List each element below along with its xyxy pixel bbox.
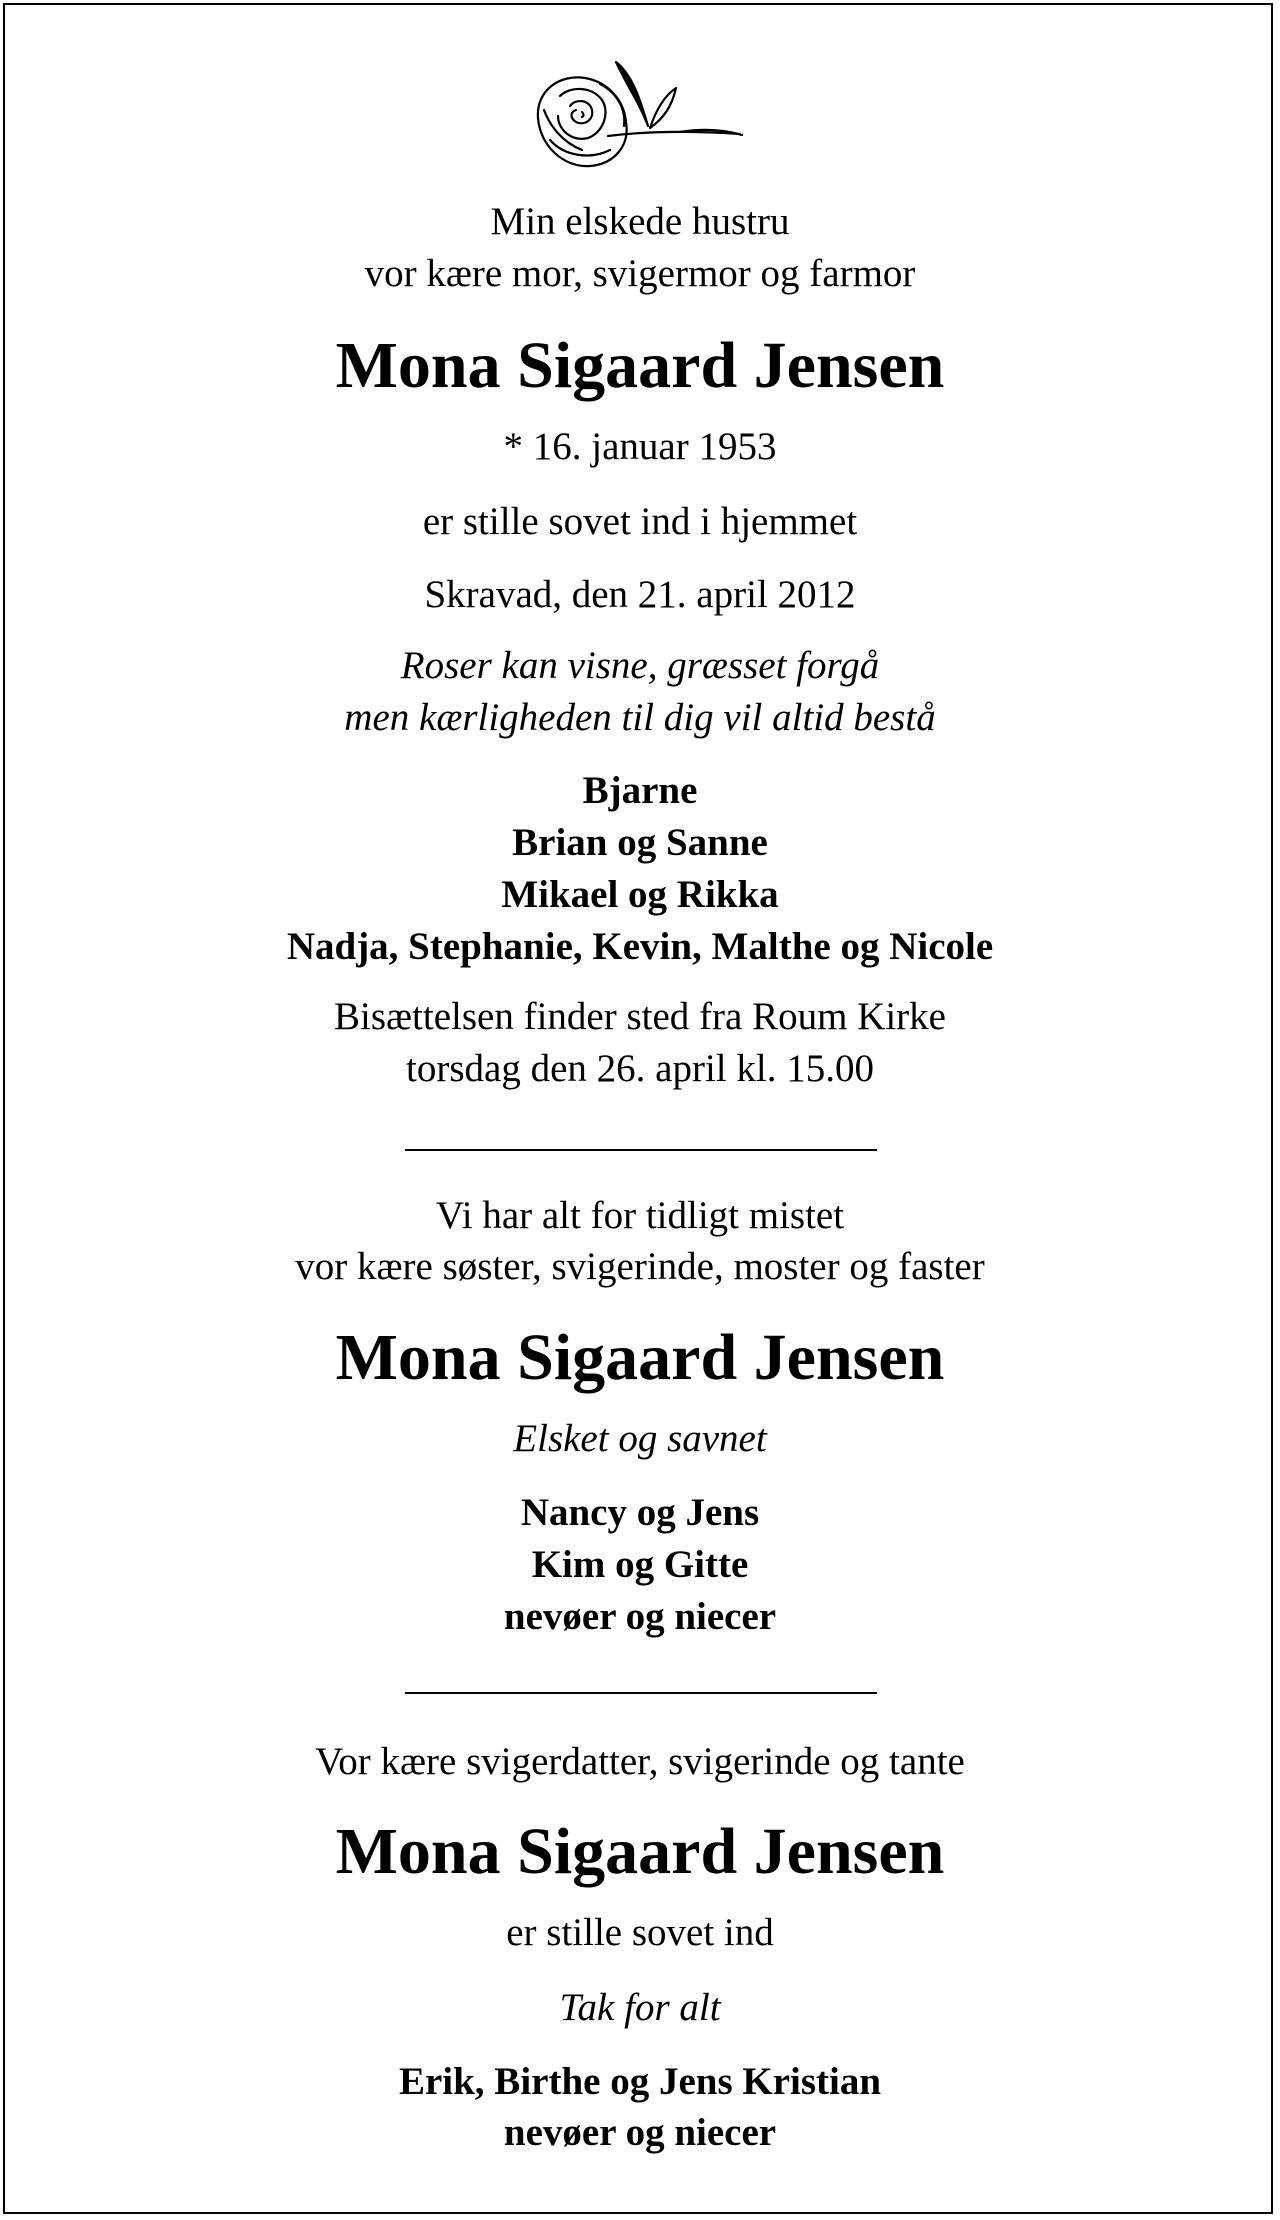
signer: Nadja, Stephanie, Kevin, Malthe og Nicole <box>286 925 994 968</box>
place-and-date: Skravad, den 21. april 2012 <box>424 573 856 616</box>
funeral-line-1: Bisættelsen finder sted fra Roum Kirke <box>334 995 946 1038</box>
verse-line-2: men kærligheden til dig vil altid bestå <box>344 696 936 739</box>
signer: Kim og Gitte <box>531 1543 749 1586</box>
funeral-line-2: torsdag den 26. april kl. 15.00 <box>406 1047 874 1090</box>
status-line: er stille sovet ind <box>506 1911 774 1954</box>
tagline: Elsket og savnet <box>513 1417 767 1460</box>
deceased-name: Mona Sigaard Jensen <box>335 1321 945 1394</box>
signer: Brian og Sanne <box>512 821 768 864</box>
signer: Nancy og Jens <box>520 1491 760 1534</box>
tagline: Tak for alt <box>559 1986 721 2029</box>
signer: Erik, Birthe og Jens Kristian <box>398 2060 882 2103</box>
intro-line-2: vor kære søster, svigerinde, moster og faster <box>295 1245 985 1288</box>
signer: Bjarne <box>582 769 698 812</box>
intro-line-2: vor kære mor, svigermor og farmor <box>364 252 916 295</box>
deceased-name: Mona Sigaard Jensen <box>335 329 945 402</box>
signer: Mikael og Rikka <box>501 873 779 916</box>
intro-line: Vor kære svigerdatter, svigerinde og tante <box>315 1740 965 1783</box>
section-divider <box>405 1692 877 1694</box>
rose-icon <box>530 56 750 186</box>
birth-date: * 16. januar 1953 <box>503 425 777 468</box>
death-notice: er stille sovet ind i hjemmet <box>422 500 858 543</box>
signer: nevøer og niecer <box>503 1595 777 1638</box>
signer: nevøer og niecer <box>503 2111 777 2154</box>
deceased-name: Mona Sigaard Jensen <box>335 1815 945 1888</box>
verse-line-1: Roser kan visne, græsset forgå <box>400 644 880 687</box>
intro-line-1: Vi har alt for tidligt mistet <box>435 1194 845 1237</box>
section-divider <box>405 1149 877 1151</box>
intro-line-1: Min elskede hustru <box>490 200 790 243</box>
